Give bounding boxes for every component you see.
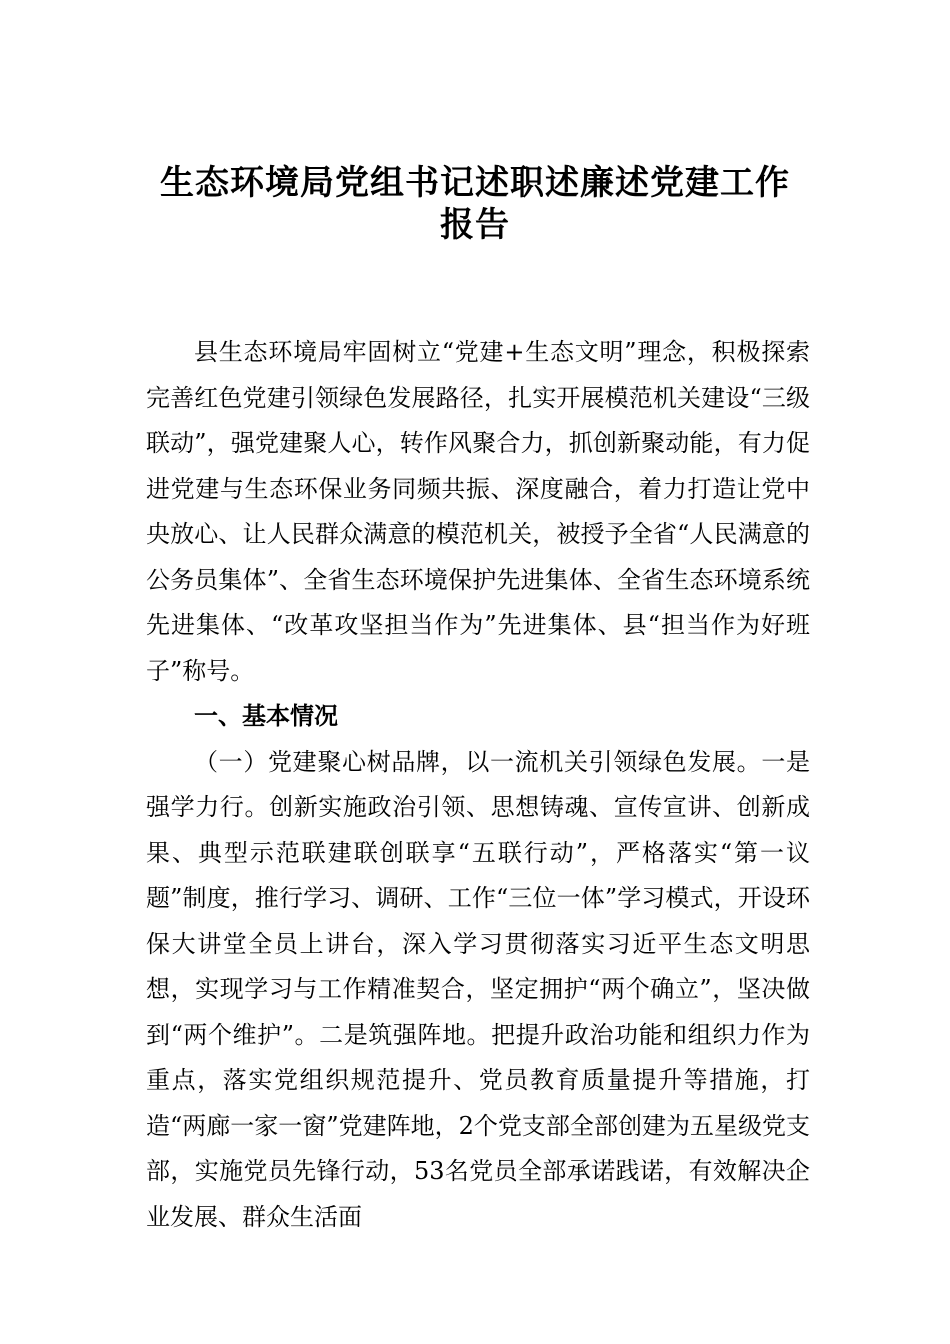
- document-body: [146, 330, 810, 1240]
- document-title-line1: 生态环境局党组书记述职述廉述党建工作: [160, 163, 790, 203]
- document-title-line2: 报告: [440, 205, 510, 245]
- section-paragraph: （一）党建聚心树品牌，以一流机关引领绿色发展。一是强学力行。创新实施政治引领、思想铸魂、宣传宣讲、创新成果、典型示范联建联创联享“五联行动”，严格落实“第一议题”制度，推行学习、调研、工作“三位一体”学习模式，开设环保大讲堂全员上讲台，深入学习贯彻落实习近平生态文明思想，实现学习与工作精准契合，坚定拥护“两个确立”，坚决做到“两个维护”。二是筑强阵地。把提升政治功能和组织力作为重点，落实党组织规范提升、党员教育质量提升等措施，打造“两廊一家一窗”党建阵地，2个党支部全部创建为五星级党支部，实施党员先锋行动，53名党员全部承诺践诺，有效解决企业发展、群众生活面: [146, 747, 810, 1231]
- section-heading: 一、基本情况: [194, 702, 338, 730]
- intro-paragraph: 县生态环境局牢固树立“党建+生态文明”理念，积极探索完善红色党建引领绿色发展路径，扎实开展模范机关建设“三级联动”，强党建聚人心，转作风聚合力，抓创新聚动能，有力促进党建与生态环保业务同频共振、深度融合，着力打造让党中央放心、让人民群众满意的模范机关，被授予全省“人民满意的公务员集体”、全省生态环境保护先进集体、全省生态环境系统先进集体、“改革攻坚担当作为”先进集体、县“担当作为好班子”称号。: [146, 338, 810, 685]
